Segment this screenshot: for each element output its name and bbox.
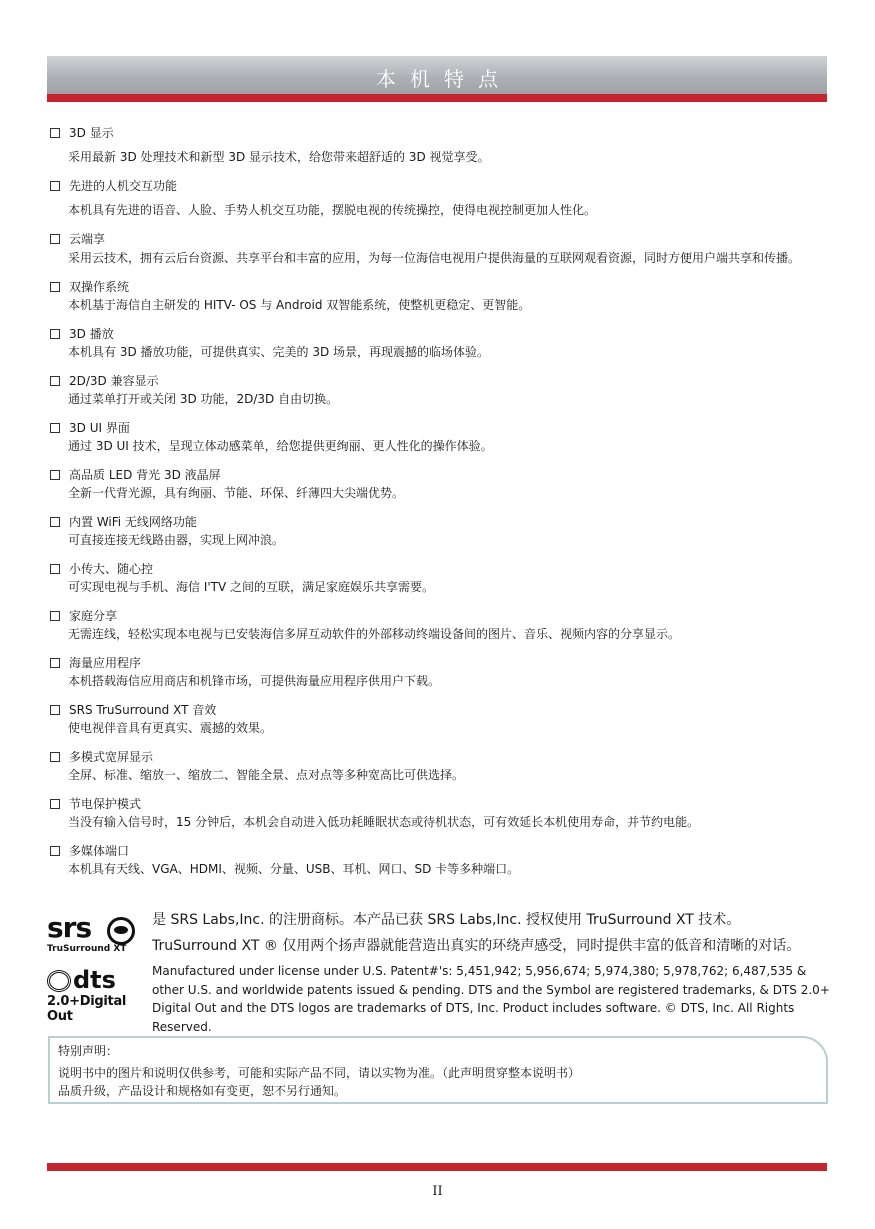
header-accent-bar xyxy=(47,94,827,102)
feature-item xyxy=(50,512,830,549)
checkbox-icon xyxy=(50,234,60,244)
notice-line: 说明书中的图片和说明仅供参考，可能和实际产品不同，请以实物为准。（此声明贯穿整本说明书） xyxy=(58,1066,581,1080)
feature-item xyxy=(50,418,830,455)
dts-license-text: Manufactured under license under U.S. Patent#'s: 5,451,942; 5,956,674; 5,974,380; 5,978,762; 6,487,535 & other U.S. and worldwide patents issued & pending. DTS and the Symbol are registered trademarks, & DTS 2.0+ Digital Out and the DTS logos are trademarks of DTS, Inc. Product includes software. © DTS, Inc. All Rights Reserved. xyxy=(152,964,830,1034)
checkbox-icon xyxy=(50,846,60,856)
feature-title: 多模式宽屏显示 xyxy=(69,750,154,764)
dts-logo-subtitle: 2.0+Digital Out xyxy=(47,994,127,1024)
feature-title: 内置 WiFi 无线网络功能 xyxy=(69,515,197,529)
feature-description: 全新一代背光源，具有绚丽、节能、环保、纤薄四大尖端优势。 xyxy=(68,486,405,500)
feature-description: 本机具有 3D 播放功能，可提供真实、完美的 3D 场景，再现震撼的临场体验。 xyxy=(68,345,490,359)
srs-logo xyxy=(47,911,135,956)
feature-item xyxy=(50,841,830,878)
dts-symbol-icon xyxy=(47,970,71,992)
checkbox-icon xyxy=(50,128,60,138)
feature-list xyxy=(50,123,830,888)
checkbox-icon xyxy=(50,611,60,621)
feature-description: 当没有输入信号时，15 分钟后，本机会自动进入低功耗睡眠状态或待机状态，可有效延长本机使用寿命，并节约电能。 xyxy=(68,815,700,829)
feature-description: 本机基于海信自主研发的 HITV- OS 与 Android 双智能系统，使整机更稳定、更智能。 xyxy=(68,298,531,312)
feature-title: 云端享 xyxy=(69,232,106,246)
srs-trademark-text: 是 SRS Labs,Inc. 的注册商标。本产品已获 SRS Labs,Inc. 授权使用 TruSurround XT 技术。 xyxy=(152,912,741,928)
feature-description: 本机搭载海信应用商店和机锋市场，可提供海量应用程序供用户下载。 xyxy=(68,674,441,688)
feature-title: 多媒体端口 xyxy=(69,844,130,858)
feature-title: 3D UI 界面 xyxy=(69,421,130,435)
checkbox-icon xyxy=(50,470,60,480)
feature-title: 双操作系统 xyxy=(69,280,130,294)
feature-description: 全屏、标准、缩放一、缩放二、智能全景、点对点等多种宽高比可供选择。 xyxy=(68,768,465,782)
feature-title: 先进的人机交互功能 xyxy=(69,179,178,193)
notice-title: 特别声明： xyxy=(58,1044,119,1058)
feature-item xyxy=(50,606,830,643)
feature-item xyxy=(50,700,830,737)
page-number: II xyxy=(432,1184,443,1199)
checkbox-icon xyxy=(50,799,60,809)
notice-line: 品质升级，产品设计和规格如有变更，恕不另行通知。 xyxy=(58,1084,347,1098)
feature-description: 使电视伴音具有更真实、震撼的效果。 xyxy=(68,721,273,735)
section-header xyxy=(47,56,827,94)
checkbox-icon xyxy=(50,423,60,433)
feature-item xyxy=(50,653,830,690)
checkbox-icon xyxy=(50,329,60,339)
srs-circle-icon xyxy=(107,917,135,945)
srs-wordmark: srs xyxy=(47,911,92,944)
checkbox-icon xyxy=(50,705,60,715)
checkbox-icon xyxy=(50,658,60,668)
srs-description-text: TruSurround XT ® 仅用两个扬声器就能营造出真实的环绕声感受，同时提供丰富的低音和清晰的对话。 xyxy=(152,938,801,954)
feature-item xyxy=(50,123,830,166)
page-title: 本机特点 xyxy=(376,67,512,91)
feature-title: 3D 播放 xyxy=(69,327,114,341)
feature-description: 通过 3D UI 技术，呈现立体动感菜单，给您提供更绚丽、更人性化的操作体验。 xyxy=(68,439,493,453)
feature-item xyxy=(50,277,830,314)
feature-description: 可实现电视与手机、海信 I'TV 之间的互联，满足家庭娱乐共享需要。 xyxy=(68,580,435,594)
checkbox-icon xyxy=(50,376,60,386)
feature-item xyxy=(50,747,830,784)
feature-item xyxy=(50,794,830,831)
feature-title: 高品质 LED 背光 3D 液晶屏 xyxy=(69,468,221,482)
checkbox-icon xyxy=(50,181,60,191)
checkbox-icon xyxy=(50,282,60,292)
feature-title: 海量应用程序 xyxy=(69,656,142,670)
feature-description: 无需连线，轻松实现本电视与已安装海信多屏互动软件的外部移动终端设备间的图片、音乐、视频内容的分享显示。 xyxy=(68,627,681,641)
notice-body xyxy=(58,1064,818,1100)
checkbox-icon xyxy=(50,517,60,527)
feature-title: 小传大、随心控 xyxy=(69,562,154,576)
dts-wordmark: dts xyxy=(73,966,116,994)
feature-description: 通过菜单打开或关闭 3D 功能，2D/3D 自由切换。 xyxy=(68,392,339,406)
feature-item xyxy=(50,465,830,502)
feature-description: 本机具有天线、VGA、HDMI、视频、分量、USB、耳机、网口、SD 卡等多种端口。 xyxy=(68,862,520,876)
feature-description: 可直接连接无线路由器，实现上网冲浪。 xyxy=(68,533,285,547)
special-notice-box xyxy=(48,1036,828,1104)
feature-title: SRS TruSurround XT 音效 xyxy=(69,703,217,717)
feature-item xyxy=(50,324,830,361)
feature-item xyxy=(50,371,830,408)
dts-logo xyxy=(47,968,139,1024)
feature-title: 家庭分享 xyxy=(69,609,118,623)
srs-logo-subtitle: TruSurround XT xyxy=(47,944,127,954)
footer-accent-bar xyxy=(47,1163,827,1171)
feature-description: 采用云技术，拥有云后台资源、共享平台和丰富的应用，为每一位海信电视用户提供海量的互联网观看资源，同时方便用户端共享和传播。 xyxy=(68,251,801,265)
feature-description: 本机具有先进的语音、人脸、手势人机交互功能，摆脱电视的传统操控，使得电视控制更加人性化。 xyxy=(68,203,597,217)
checkbox-icon xyxy=(50,564,60,574)
feature-title: 节电保护模式 xyxy=(69,797,142,811)
feature-item xyxy=(50,559,830,596)
feature-description: 采用最新 3D 处理技术和新型 3D 显示技术，给您带来超舒适的 3D 视觉享受。 xyxy=(68,150,490,164)
checkbox-icon xyxy=(50,752,60,762)
feature-item xyxy=(50,176,830,219)
feature-title: 3D 显示 xyxy=(69,126,114,140)
feature-title: 2D/3D 兼容显示 xyxy=(69,374,159,388)
feature-item xyxy=(50,229,830,267)
